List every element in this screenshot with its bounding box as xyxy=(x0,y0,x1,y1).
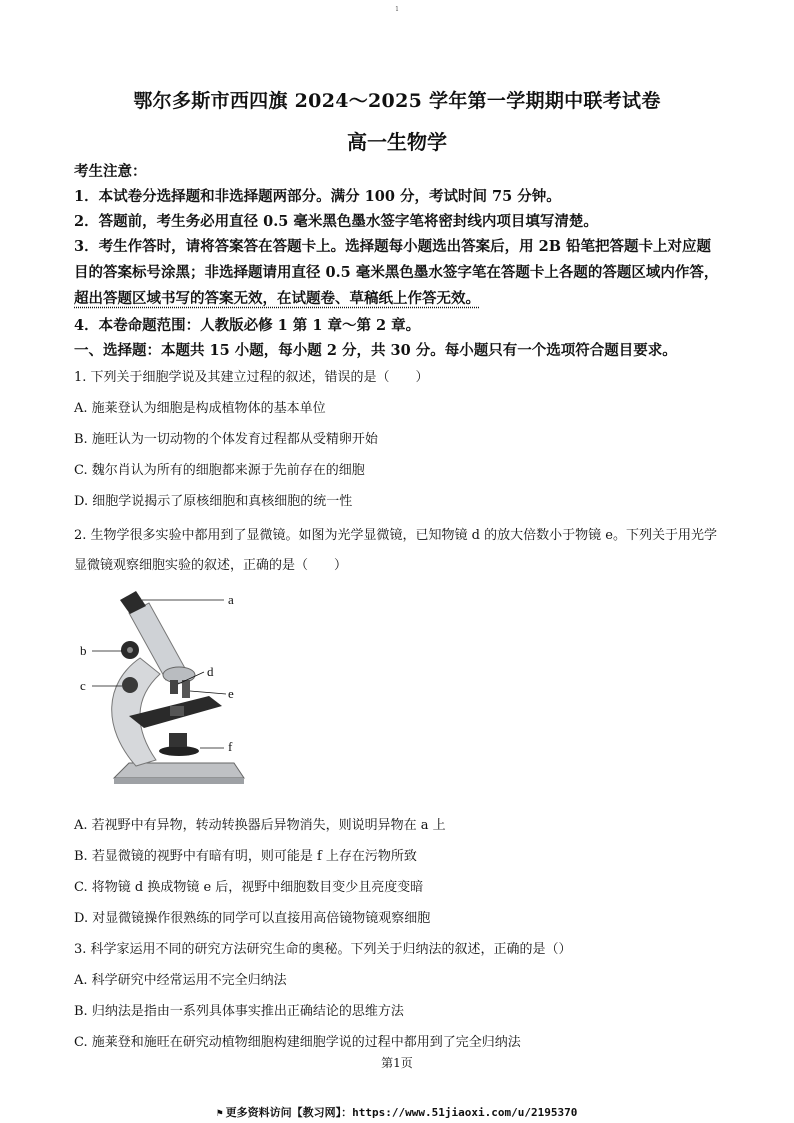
q2-option-c: C. 将物镜 d 换成物镜 e 后，视野中细胞数目变少且亮度变暗 xyxy=(74,880,424,895)
section-heading: 一、选择题：本题共 15 小题，每小题 2 分，共 30 分。每小题只有一个选项符合题目要求。 xyxy=(74,342,677,359)
exam-subtitle: 高一生物学 xyxy=(347,130,447,154)
label-c: c xyxy=(80,678,86,693)
header-mark: 1 xyxy=(395,6,399,13)
q3-stem: 3. 科学家运用不同的研究方法研究生命的奥秘。下列关于归纳法的叙述，正确的是（） xyxy=(74,942,572,957)
q1-option-b: B. 施旺认为一切动物的个体发育过程都从受精卵开始 xyxy=(74,432,378,447)
notice-item-1: 1．本试卷分选择题和非选择题两部分。满分 100 分，考试时间 75 分钟。 xyxy=(74,188,561,205)
q3-option-b: B. 归纳法是指由一系列具体事实推出正确结论的思维方法 xyxy=(74,1004,404,1019)
notice-item-3-text: 3．考生作答时，请将答案答在答题卡上。选择题每小题选出答案后，用 2B 铅笔把答题卡上对应题目的答案标号涂黑；非选择题请用直径 0.5 毫米黑色墨水签字笔在答题卡上各题的答题区域内作答， xyxy=(74,238,719,281)
q2-option-d: D. 对显微镜操作很熟练的同学可以直接用高倍镜物镜观察细胞 xyxy=(74,911,431,926)
page-number: 第1页 xyxy=(381,1056,413,1070)
q1-stem: 1. 下列关于细胞学说及其建立过程的叙述，错误的是（ ） xyxy=(74,370,429,385)
label-f: f xyxy=(228,739,233,754)
notice-heading: 考生注意： xyxy=(74,163,147,180)
notice-item-2: 2．答题前，考生务必用直径 0.5 毫米黑色墨水签字笔将密封线内项目填写清楚。 xyxy=(74,213,598,230)
q2-option-b: B. 若显微镜的视野中有暗有明，则可能是 f 上存在污物所致 xyxy=(74,849,417,864)
q2-option-a: A. 若视野中有异物，转动转换器后异物消失，则说明异物在 a 上 xyxy=(74,818,446,833)
q3-option-c: C. 施莱登和施旺在研究动植物细胞构建细胞学说的过程中都用到了完全归纳法 xyxy=(74,1035,521,1050)
footer-link-text[interactable]: 更多资料访问【教习网】：https://www.51jiaoxi.com/u/2195370 xyxy=(225,1106,578,1119)
q3-option-a: A. 科学研究中经常运用不完全归纳法 xyxy=(74,973,287,988)
microscope-image xyxy=(74,588,274,800)
notice-item-4: 4．本卷命题范围：人教版必修 1 第 1 章～第 2 章。 xyxy=(74,317,421,334)
q2-stem: 2. 生物学很多实验中都用到了显微镜。如图为光学显微镜，已知物镜 d 的放大倍数小于物镜 e。下列关于用光学显微镜观察细胞实验的叙述，正确的是（ ） xyxy=(74,528,717,573)
notice-item-3-emphasis: 超出答题区域书写的答案无效，在试题卷、草稿纸上作答无效。 xyxy=(74,290,480,307)
q1-option-c: C. 魏尔肖认为所有的细胞都来源于先前存在的细胞 xyxy=(74,463,365,478)
label-d: d xyxy=(207,664,214,679)
exam-title: 鄂尔多斯市西四旗 2024～2025 学年第一学期期中联考试卷 xyxy=(133,90,661,112)
footer-link[interactable] xyxy=(0,1104,794,1120)
label-e: e xyxy=(228,686,234,701)
label-a: a xyxy=(228,592,234,607)
q1-option-d: D. 细胞学说揭示了原核细胞和真核细胞的统一性 xyxy=(74,494,353,509)
label-b: b xyxy=(80,643,87,658)
notice-item-3 xyxy=(74,234,724,312)
microscope-figure xyxy=(74,588,274,800)
q1-option-a: A. 施莱登认为细胞是构成植物体的基本单位 xyxy=(74,401,326,416)
flag-icon: ⚑ xyxy=(216,1108,223,1119)
